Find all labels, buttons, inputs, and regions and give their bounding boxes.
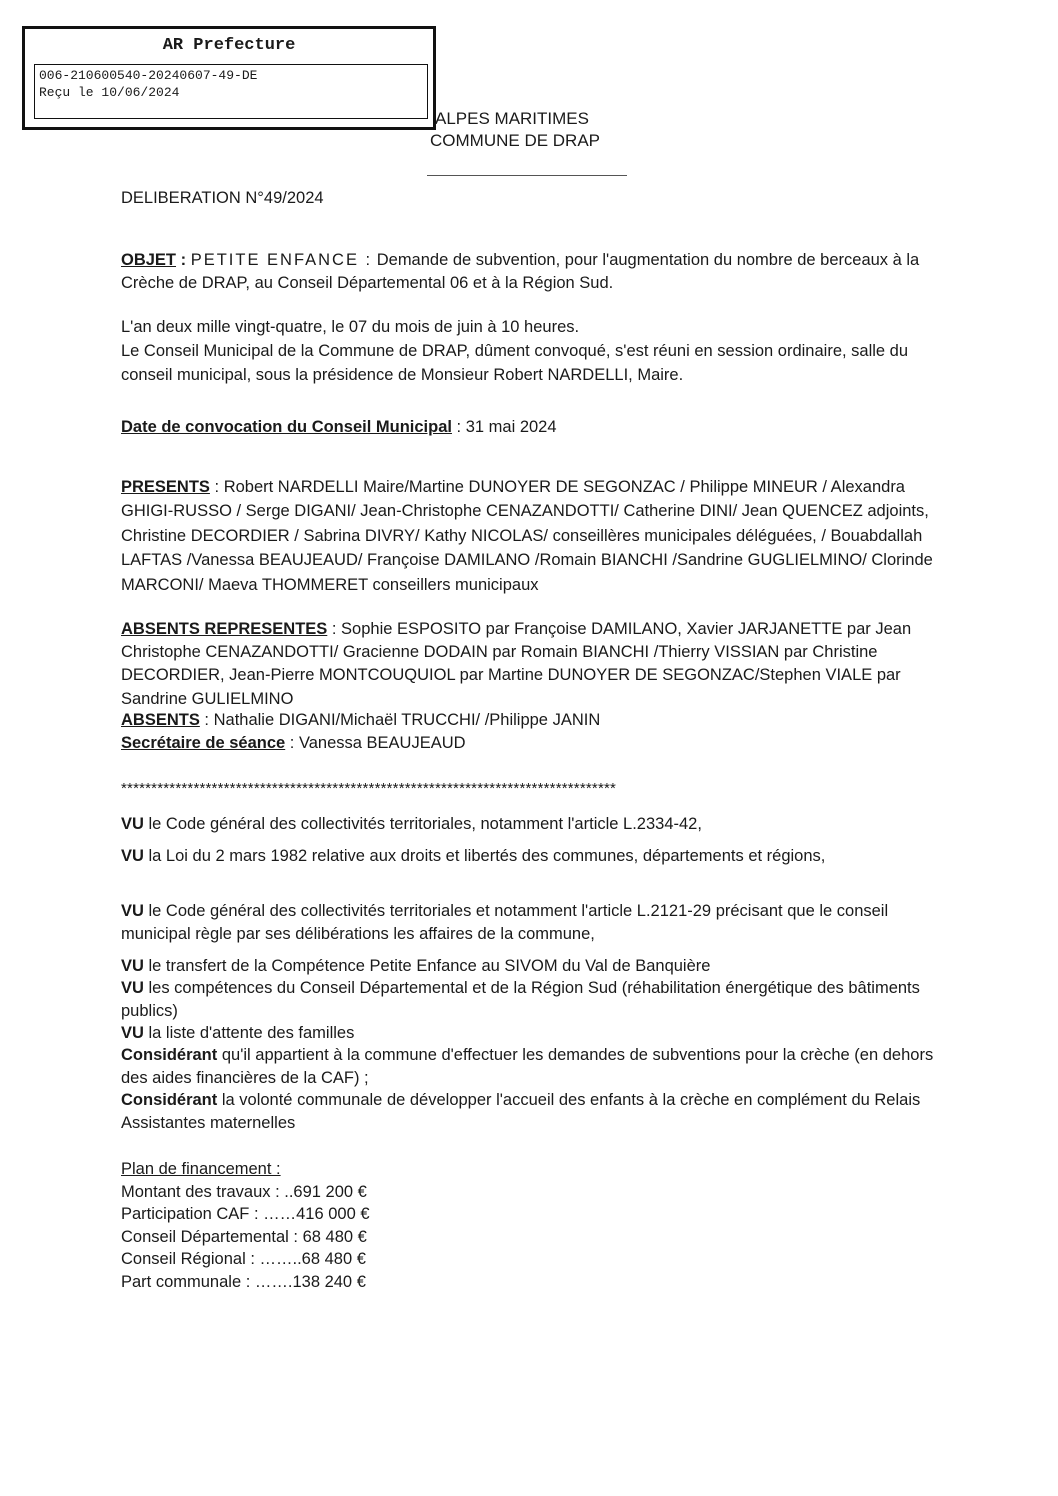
absents-representes-list: : Sophie ESPOSITO par Françoise DAMILANO, Xavier JARJANETTE par Jean Christophe CENAZANDOTTI/ Gracienne DODAIN par Romain BIANCHI /Thierry VISSIAN par Christine DECORDIER, Jean-Pierre MONTCOUQUIOL par Martine DUNOYER DE SEGONZAC/Stephen VIALE par Sandrine GULIELMINO <box>121 620 912 708</box>
absents-paragraph <box>121 709 936 732</box>
commune-name: COMMUNE DE DRAP <box>430 131 601 150</box>
absents-label: ABSENTS <box>121 711 200 729</box>
convocation-line <box>121 416 936 439</box>
financement-line: Conseil Régional : ……..68 480 € <box>121 1250 366 1268</box>
considerant-item: Considérant la volonté communale de développer l'accueil des enfants à la crèche en complément du Relais Assistantes maternelles <box>121 1091 921 1132</box>
absents-representes-label: ABSENTS REPRESENTES <box>121 620 328 638</box>
secretaire-paragraph <box>121 732 936 755</box>
vu-item: VU le Code général des collectivités territoriales, notamment l'article L.2334-42, <box>121 815 702 833</box>
absents-list: : Nathalie DIGANI/Michaël TRUCCHI/ /Philippe JANIN <box>199 711 601 729</box>
objet-category: PETITE ENFANCE : <box>190 251 373 269</box>
financement-line: Participation CAF : ……416 000 € <box>121 1205 370 1223</box>
considerant-item: Considérant qu'il appartient à la commune d'effectuer les demandes de subventions pour la crèche (en dehors des aides financières de la CAF) ; <box>121 1046 934 1087</box>
vu-item: VU la Loi du 2 mars 1982 relative aux droits et libertés des communes, départements et régions, <box>121 847 826 865</box>
department-name: ALPES MARITIMES <box>435 109 589 128</box>
stamp-details <box>34 64 428 119</box>
vu-item: VU le Code général des collectivités territoriales et notamment l'article L.2121-29 précisant que le conseil municipal règle par ses délibérations les affaires de la commune, <box>121 902 889 943</box>
presents-list: : Robert NARDELLI Maire/Martine DUNOYER DE SEGONZAC / Philippe MINEUR / Alexandra GHIGI-RUSSO / Serge DIGANI/ Jean-Christophe CENAZANDOTTI/ Catherine DINI/ Jean QUENCEZ adjoints, Christine DECORDIER / Sabrina DIVRY/ Kathy NICOLAS/ conseillères municipales déléguées, / Bouabdallah LAFTAS /Vanessa BEAUJEAUD/ Françoise DAMILANO /Romain BIANCHI /Sandrine GUGLIELMINO/ Clorinde MARCONI/ Maeva THOMMERET conseillers municipaux <box>121 478 933 594</box>
financement-line: Montant des travaux : ..691 200 € <box>121 1182 367 1201</box>
vu-item: VU la liste d'attente des familles <box>121 1024 355 1042</box>
session-description: Le Conseil Municipal de la Commune de DRAP, dûment convoqué, s'est réuni en session ordinaire, salle du conseil municipal, sous la présidence de Monsieur Robert NARDELLI, Maire. <box>121 342 909 384</box>
deliberation-number: DELIBERATION N°49/2024 <box>121 189 324 207</box>
secretaire-label: Secrétaire de séance <box>121 734 286 752</box>
convocation-label: Date de convocation du Conseil Municipal <box>121 418 452 436</box>
plan-financement <box>121 1158 936 1293</box>
stamp-received-date: Reçu le 10/06/2024 <box>39 85 180 100</box>
financement-line: Conseil Départemental : 68 480 € <box>121 1227 367 1246</box>
absents-representes-paragraph <box>121 618 936 711</box>
vu-item: VU le transfert de la Compétence Petite Enfance au SIVOM du Val de Banquière <box>121 957 711 975</box>
objet-text: Demande de subvention, pour l'augmentation du nombre de berceaux à la Crèche de DRAP, au Conseil Départemental 06 et à la Région Sud. <box>121 251 920 292</box>
stamp-title: AR Prefecture <box>162 36 296 55</box>
secretaire-name: : Vanessa BEAUJEAUD <box>285 734 466 752</box>
presents-label: PRESENTS <box>121 478 210 496</box>
presents-paragraph <box>121 475 936 597</box>
stamp-reference: 006-210600540-20240607-49-DE <box>39 68 258 83</box>
separator-stars: ********************************************************************************** <box>121 780 617 797</box>
ar-prefecture-stamp <box>22 26 436 130</box>
header-divider <box>427 175 627 176</box>
financement-line: Part communale : …….138 240 € <box>121 1272 366 1291</box>
session-date: L'an deux mille vingt-quatre, le 07 du mois de juin à 10 heures. <box>121 318 580 336</box>
financement-title: Plan de financement : <box>121 1160 281 1178</box>
convocation-date: : 31 mai 2024 <box>451 418 557 436</box>
vu-item: VU les compétences du Conseil Départemental et de la Région Sud (réhabilitation énergétique des bâtiments publics) <box>121 979 920 1020</box>
objet-paragraph: OBJET : PETITE ENFANCE : Demande de subvention, pour l'augmentation du nombre de berceaux à la Crèche de DRAP, au Conseil Départemental 06 et à la Région Sud. <box>121 251 920 292</box>
objet-label: OBJET <box>121 251 177 269</box>
